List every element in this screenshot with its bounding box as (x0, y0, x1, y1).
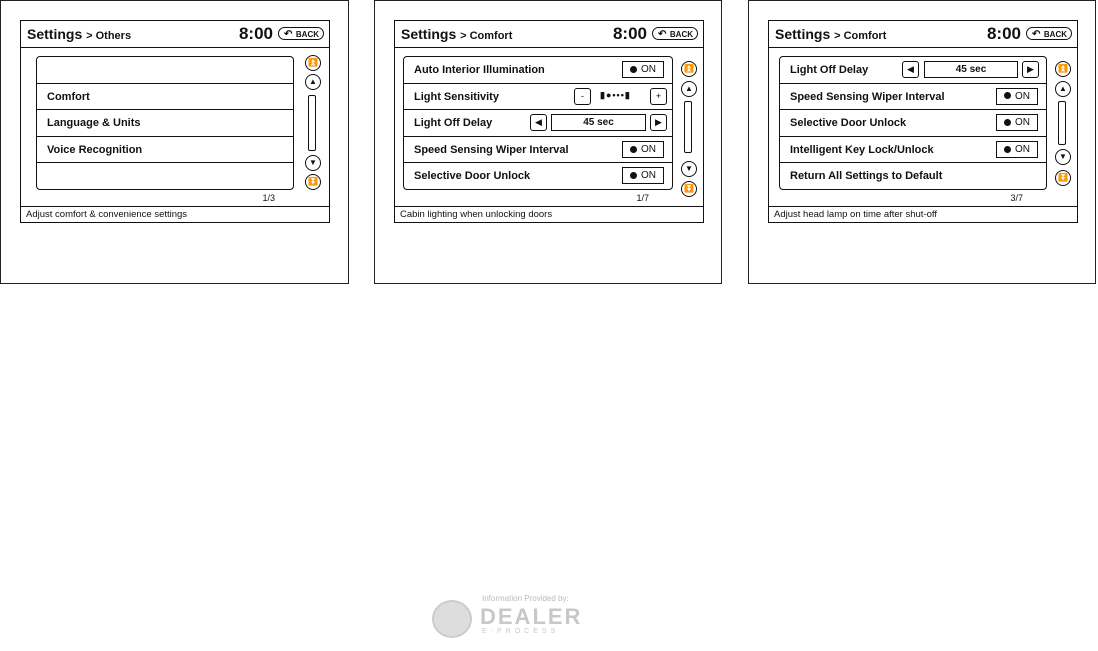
toggle-value: ON (1015, 143, 1030, 155)
clock: 8:00 (612, 24, 647, 43)
watermark-brand: DEALER (480, 604, 583, 629)
setting-intelligent-key-lock-unlock[interactable] (780, 137, 1046, 164)
setting-label: Light Off Delay (790, 64, 869, 76)
display-screen (768, 20, 1078, 223)
delay-value: 45 sec (924, 61, 1018, 78)
breadcrumb (401, 26, 512, 42)
status-bar: Cabin lighting when unlocking doors (395, 206, 703, 222)
previous-value-icon[interactable]: ◀ (530, 114, 547, 131)
back-button[interactable] (1026, 27, 1072, 40)
list-item-label: Language & Units (47, 117, 141, 130)
screen-panel-others (0, 0, 349, 284)
screen-panel-comfort-3 (748, 0, 1096, 284)
sensitivity-level: ▮●•••▮ (600, 89, 631, 100)
indicator-dot-icon (1004, 146, 1011, 153)
scroll-down-icon[interactable]: ▼ (681, 161, 697, 177)
setting-label: Light Off Delay (414, 117, 493, 130)
list-item-label: Comfort (47, 90, 90, 103)
toggle-value: ON (641, 64, 656, 75)
back-arrow-icon: ↶ (284, 29, 293, 40)
clock: 8:00 (986, 24, 1021, 43)
toggle-switch[interactable] (996, 114, 1038, 131)
list-item-empty (37, 163, 293, 190)
header-bar (21, 21, 329, 48)
toggle-switch[interactable] (622, 141, 664, 158)
back-arrow-icon: ↶ (658, 29, 667, 40)
next-value-icon[interactable]: ▶ (1022, 61, 1039, 78)
header-bar (769, 21, 1077, 48)
list-item-empty (37, 57, 293, 84)
page-indicator: 1/7 (636, 193, 649, 203)
indicator-dot-icon (630, 146, 637, 153)
setting-light-sensitivity[interactable] (404, 84, 672, 111)
watermark-tagline: E-PROCESS (482, 628, 560, 635)
setting-label: Intelligent Key Lock/Unlock (790, 143, 934, 156)
clock: 8:00 (238, 24, 273, 43)
back-arrow-icon: ↶ (1032, 29, 1041, 40)
list-item-language-units[interactable] (37, 110, 293, 137)
breadcrumb (27, 26, 131, 42)
screen-panel-comfort-1 (374, 0, 722, 284)
toggle-switch[interactable] (622, 167, 664, 184)
display-screen (394, 20, 704, 223)
toggle-switch[interactable] (996, 88, 1038, 105)
breadcrumb-current: > Comfort (834, 30, 887, 42)
toggle-value: ON (1015, 117, 1030, 129)
setting-label: Light Sensitivity (414, 90, 499, 103)
breadcrumb-current: > Others (86, 30, 132, 42)
setting-light-off-delay[interactable] (404, 110, 672, 137)
scroll-up-icon[interactable]: ▲ (1055, 81, 1071, 97)
scrollbar-track[interactable] (1058, 101, 1066, 145)
scroll-bottom-icon[interactable]: ⏬ (1055, 170, 1071, 186)
toggle-switch[interactable] (622, 61, 664, 78)
back-button[interactable] (278, 27, 324, 40)
scroll-up-icon[interactable]: ▲ (305, 74, 321, 90)
setting-selective-door-unlock[interactable] (780, 110, 1046, 137)
delay-value: 45 sec (551, 114, 646, 131)
watermark-provided-by: Information Provided by: (482, 594, 569, 603)
indicator-dot-icon (1004, 119, 1011, 126)
page-title: Settings (27, 26, 83, 42)
breadcrumb-current: > Comfort (460, 30, 513, 42)
setting-speed-sensing-wiper-interval[interactable] (780, 84, 1046, 111)
setting-label: Speed Sensing Wiper Interval (414, 143, 569, 156)
header-bar (395, 21, 703, 48)
setting-label: Selective Door Unlock (790, 117, 907, 130)
indicator-dot-icon (1004, 92, 1011, 99)
scroll-top-icon[interactable]: ⏫ (681, 61, 697, 77)
scroll-top-icon[interactable]: ⏫ (1055, 61, 1071, 77)
list-item-label: Voice Recognition (47, 143, 143, 156)
setting-label: Speed Sensing Wiper Interval (790, 90, 945, 103)
scroll-down-icon[interactable]: ▼ (305, 155, 321, 171)
scrollbar-track[interactable] (684, 101, 692, 153)
indicator-dot-icon (630, 172, 637, 179)
back-button[interactable] (652, 27, 698, 40)
toggle-value: ON (641, 170, 656, 182)
page-indicator: 3/7 (1010, 193, 1023, 203)
back-label: BACK (669, 30, 693, 39)
dealer-logo-icon (432, 600, 472, 638)
display-screen (20, 20, 330, 223)
settings-list (779, 56, 1047, 190)
scroll-down-icon[interactable]: ▼ (1055, 149, 1071, 165)
decrease-button[interactable]: - (574, 88, 591, 105)
settings-list (403, 56, 673, 190)
status-bar: Adjust comfort & convenience settings (21, 206, 329, 222)
dealer-eprocess-watermark (430, 594, 630, 646)
scrollbar-track[interactable] (308, 95, 316, 151)
setting-return-all-settings-to-default[interactable] (780, 163, 1046, 190)
breadcrumb (775, 26, 886, 42)
setting-label: Return All Settings to Default (790, 170, 943, 183)
setting-speed-sensing-wiper-interval[interactable] (404, 137, 672, 164)
back-label: BACK (1043, 30, 1067, 39)
indicator-dot-icon (630, 66, 637, 73)
page-title: Settings (775, 26, 831, 42)
list-item-comfort[interactable] (37, 84, 293, 111)
next-value-icon[interactable]: ▶ (650, 114, 667, 131)
scroll-top-icon[interactable]: ⏫ (305, 55, 321, 71)
status-bar: Adjust head lamp on time after shut-off (769, 206, 1077, 222)
previous-value-icon[interactable]: ◀ (902, 61, 919, 78)
list-item-voice-recognition[interactable] (37, 137, 293, 164)
increase-button[interactable]: + (650, 88, 667, 105)
setting-label: Selective Door Unlock (414, 170, 531, 183)
toggle-value: ON (641, 143, 656, 155)
toggle-value: ON (1015, 90, 1030, 102)
page-title: Settings (401, 26, 457, 42)
setting-selective-door-unlock[interactable] (404, 163, 672, 190)
setting-label: Auto Interior Illumination (414, 64, 545, 76)
setting-light-off-delay[interactable] (780, 57, 1046, 84)
back-label: BACK (295, 30, 319, 39)
scroll-bottom-icon[interactable]: ⏬ (305, 174, 321, 190)
setting-auto-interior-illumination[interactable] (404, 57, 672, 84)
scroll-bottom-icon[interactable]: ⏬ (681, 181, 697, 197)
toggle-switch[interactable] (996, 141, 1038, 158)
menu-list (36, 56, 294, 190)
scroll-up-icon[interactable]: ▲ (681, 81, 697, 97)
page-indicator: 1/3 (262, 193, 275, 203)
